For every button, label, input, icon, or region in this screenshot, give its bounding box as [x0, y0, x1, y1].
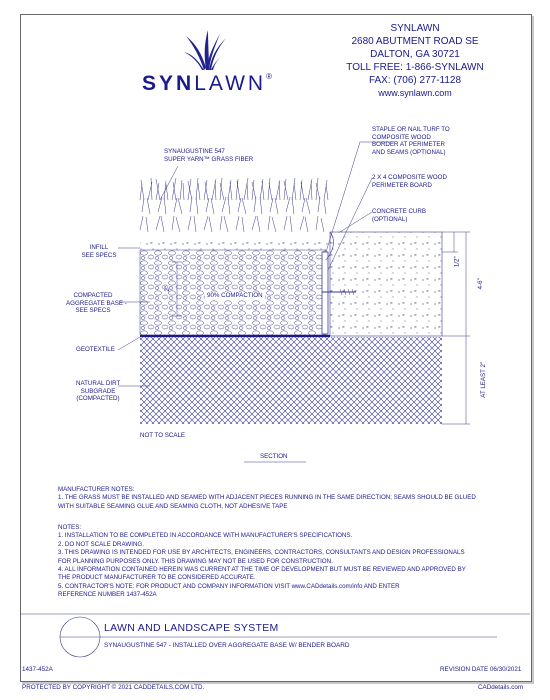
revision-date: REVISION DATE 06/30/2021 [440, 666, 522, 673]
general-notes [58, 524, 466, 600]
dimension-at-least: AT LEAST 2" [480, 361, 488, 398]
company-fax: FAX: (706) 277-1128 [368, 75, 462, 86]
note-line: 5. CONTRACTOR'S NOTE: FOR PRODUCT AND COMPANY INFORMATION VISIT www.CADdetails.com/info AND ENTER [58, 582, 400, 590]
dimension-half-inch: 1/2" [453, 256, 461, 268]
drawing-title: LAWN AND LANDSCAPE SYSTEM [104, 622, 279, 634]
note-line: THE PRODUCT MANUFACTURER TO BE CONSIDERED ACCURATE. [58, 574, 256, 582]
note-line: FOR PLANNING PURPOSES ONLY. THIS DRAWING MAY NOT BE USED FOR CONSTRUCTION. [58, 557, 333, 565]
label-perimeter-board: 2 X 4 COMPOSITE WOOD PERIMETER BOARD [372, 174, 447, 189]
company-website: www.synlawn.com [378, 88, 452, 98]
manufacturer-note-line: 1. THE GRASS MUST BE INSTALLED AND SEAMED WITH ADJACENT PIECES RUNNING IN THE SAME DIRECTION; SEAMS SHOULD BE GLUED [58, 494, 476, 502]
note-line: 4. ALL INFORMATION CONTAINED HEREIN WAS CURRENT AT THE TIME OF DEVELOPMENT BUT MUST BE REVIEWED AND APPROVED BY [58, 566, 466, 574]
manufacturer-notes [58, 486, 476, 511]
concrete-curb [330, 232, 442, 336]
manufacturer-notes-heading: MANUFACTURER NOTES: [58, 486, 135, 493]
company-address-line2: DALTON, GA 30721 [370, 49, 460, 60]
composite-wood-board [322, 252, 328, 334]
label-aggregate-base: COMPACTED AGGREGATE BASE - SEE SPECS [66, 292, 127, 314]
copyright-notice: PROTECTED BY COPYRIGHT © 2021 CADDETAILS.COM LTD. [22, 684, 205, 691]
note-line: 2. DO NOT SCALE DRAWING. [58, 540, 144, 548]
dimension-base: 2" [164, 285, 172, 292]
label-concrete-curb: CONCRETE CURB (OPTIONAL) [372, 208, 426, 223]
label-infill: INFILL SEE SPECS [81, 244, 117, 259]
label-compaction: 90% COMPACTION [207, 292, 263, 299]
label-section: SECTION [260, 453, 288, 460]
label-not-to-scale: NOT TO SCALE [140, 432, 186, 439]
note-line: 1. INSTALLATION TO BE COMPLETED IN ACCORDANCE WITH MANUFACTURER'S SPECIFICATIONS. [58, 532, 353, 540]
caddetails-brand: CADdetails.com [478, 684, 524, 691]
note-line: REFERENCE NUMBER 1437-452A [58, 591, 157, 599]
label-staple: STAPLE OR NAIL TURF TO COMPOSITE WOOD BORDER AT PERIMETER AND SEAMS (OPTIONAL) [372, 126, 450, 156]
label-geotextile: GEOTEXTILE [76, 346, 115, 353]
label-natural-dirt: NATURAL DIRT SUBGRADE (COMPACTED) [76, 380, 121, 402]
drawing-subtitle: SYNAUGUSTINE 547 - INSTALLED OVER AGGREGATE BASE W/ BENDER BOARD [104, 642, 350, 649]
manufacturer-note-line: WITH SUITABLE SEAMING GLUE AND SEAMING CLOTH, NOT ADHESIVE TAPE [58, 502, 288, 510]
company-address-line1: 2680 ABUTMENT ROAD SE [351, 36, 479, 47]
company-name: SYNLAWN [390, 23, 440, 34]
notes-heading: NOTES: [58, 524, 82, 531]
reference-number: 1437-452A [22, 666, 53, 673]
natural-dirt-subgrade [140, 337, 442, 424]
dimension-curb: 4-6" [476, 278, 484, 290]
synlawn-logo: SYNLAWN® [142, 72, 275, 95]
company-tollfree: TOLL FREE: 1-866-SYNLAWN [346, 62, 484, 73]
note-line: 3. THIS DRAWING IS INTENDED FOR USE BY ARCHITECTS, ENGINEERS, CONTRACTORS, CONSULTANTS AND DESIGN PROFESSIONALS [58, 549, 465, 557]
grass-fiber-layer [140, 178, 328, 232]
infill-layer [140, 240, 330, 250]
label-grass-fiber: SYNAUGUSTINE 547 SUPER YARN™ GRASS FIBER [164, 148, 254, 163]
